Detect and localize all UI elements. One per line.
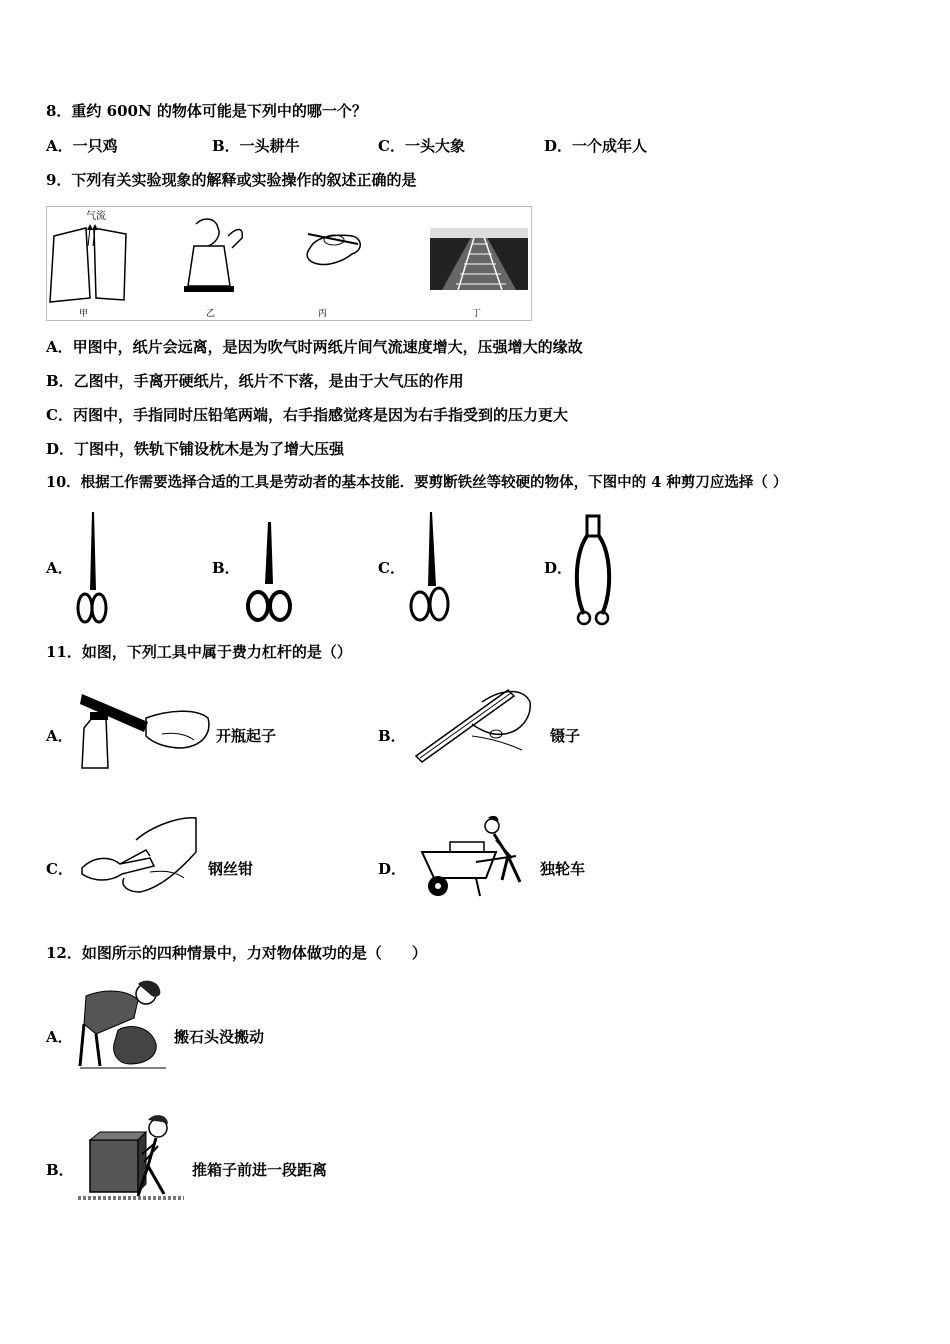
scissors-b-icon — [244, 520, 294, 628]
q11-option-c-letter: C． — [46, 860, 73, 878]
bottle-opener-figure — [78, 688, 214, 770]
q10-option-d: D． — [544, 559, 573, 577]
q12-option-b-label: 推箱子前进一段距离 — [192, 1161, 328, 1179]
q10-option-a: A． — [46, 559, 73, 577]
pencil-fingers-figure — [307, 234, 360, 265]
cup-card-figure — [184, 219, 242, 292]
wheelbarrow-figure — [416, 812, 538, 902]
q11-stem: 11．如图，下列工具中属于费力杠杆的是（） — [46, 643, 352, 661]
scissors-d-icon — [572, 514, 614, 628]
q11-option-b-letter: B． — [378, 727, 406, 745]
q12-stem: 12．如图所示的四种情景中，力对物体做功的是（ ） — [46, 944, 427, 962]
caption-ding: 丁 — [472, 308, 482, 318]
q11-option-c-label: 钢丝钳 — [208, 860, 254, 878]
q8-option-b: B．一头耕牛 — [212, 137, 300, 155]
q9-option-d: D．丁图中，铁轨下铺设枕木是为了增大压强 — [46, 440, 345, 458]
q8-option-a: A．一只鸡 — [46, 137, 118, 155]
q9-stem: 9．下列有关实验现象的解释或实验操作的叙述正确的是 — [46, 171, 417, 189]
caption-jia: 甲 — [79, 308, 89, 318]
q9-option-a: A．甲图中，纸片会远离，是因为吹气时两纸片间气流速度增大，压强增大的缘故 — [46, 338, 583, 356]
q9-figure — [46, 206, 532, 321]
q11-option-a-label: 开瓶起子 — [216, 727, 277, 745]
scissors-c-icon — [406, 510, 452, 628]
q11-option-d-letter: D． — [378, 860, 407, 878]
caption-yi: 乙 — [206, 308, 216, 318]
q12-option-b-letter: B． — [46, 1161, 74, 1179]
q11-option-d-label: 独轮车 — [540, 860, 586, 878]
q12-option-a-label: 搬石头没搬动 — [174, 1028, 265, 1046]
pushing-box-figure — [76, 1110, 188, 1208]
railway-figure — [430, 228, 528, 290]
q11-option-a-letter: A． — [46, 727, 73, 745]
scissors-a-icon — [72, 510, 112, 628]
q8-stem: 8．重约 600N 的物体可能是下列中的哪一个？ — [46, 102, 367, 120]
q11-option-b-label: 镊子 — [550, 727, 581, 745]
tweezers-figure — [412, 684, 534, 764]
q10-option-b: B． — [212, 559, 240, 577]
q10-stem: 10．根据工作需要选择合适的工具是劳动者的基本技能．要剪断铁丝等较硬的物体，下图中的 4 种剪刀应选择（ ） — [46, 474, 788, 491]
caption-bing: 丙 — [318, 308, 328, 318]
q8-option-c: C．一头大象 — [378, 137, 465, 155]
two-papers-figure — [50, 224, 126, 302]
q12-option-a-letter: A． — [46, 1028, 73, 1046]
q8-option-d: D．一个成年人 — [544, 137, 648, 155]
q9-option-b: B．乙图中，手离开硬纸片，纸片不下落，是由于大气压的作用 — [46, 372, 464, 390]
lifting-stone-figure — [76, 978, 168, 1072]
wire-pliers-figure — [80, 812, 200, 896]
q9-option-c: C．丙图中，手指同时压铅笔两端，右手指感觉疼是因为右手指受到的压力更大 — [46, 406, 568, 424]
airflow-label: 气流 — [86, 211, 106, 222]
q10-option-c: C． — [378, 559, 405, 577]
